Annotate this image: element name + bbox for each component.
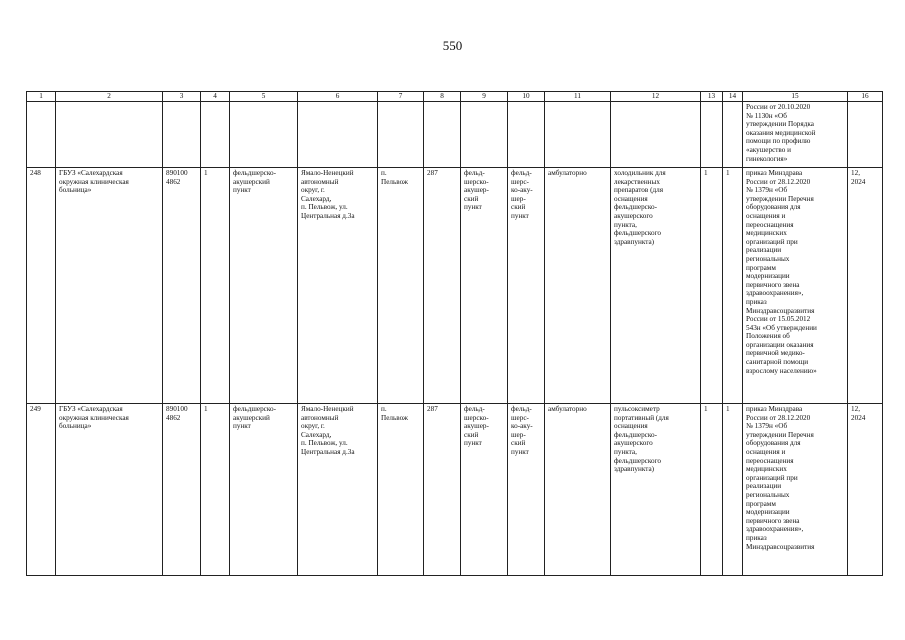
table-cell: фельд- шерско- акушер- ский пункт (461, 404, 508, 576)
header-cell: 14 (723, 92, 743, 102)
register-table (26, 91, 883, 576)
table-cell (163, 102, 201, 168)
header-cell: 3 (163, 92, 201, 102)
table-cell (545, 102, 611, 168)
table-cell: фельд- шерско- акушер- ский пункт (461, 168, 508, 404)
table-row (27, 168, 883, 404)
table-cell: амбулаторно (545, 168, 611, 404)
table-cell (611, 102, 701, 168)
table-cell (56, 102, 163, 168)
column-number-row (27, 92, 883, 102)
header-cell: 1 (27, 92, 56, 102)
header-cell: 8 (424, 92, 461, 102)
table-cell: холодильник для лекарственных препаратов (для оснащения фельдшерско- акушерского пункта, фельдшерского здравпункта) (611, 168, 701, 404)
table-cell: фельдшерско- акушерский пункт (230, 168, 298, 404)
header-cell: 10 (508, 92, 545, 102)
header-cell: 4 (201, 92, 230, 102)
header-cell: 5 (230, 92, 298, 102)
table-cell: фельд- шерс- ко-аку- шер- ский пункт (508, 404, 545, 576)
table-cell (461, 102, 508, 168)
header-cell: 11 (545, 92, 611, 102)
table-cell: 1 (701, 404, 723, 576)
table-cell: 12, 2024 (848, 168, 883, 404)
page-number: 550 (442, 38, 463, 53)
table-cell: 1 (201, 168, 230, 404)
table-row (27, 102, 883, 168)
table-cell (201, 102, 230, 168)
table-cell: 287 (424, 168, 461, 404)
table-cell: фельдшерско- акушерский пункт (230, 404, 298, 576)
table-cell: Ямало-Ненецкий автономный округ, г. Салехард, п. Пельвож, ул. Центральная д.3а (298, 404, 378, 576)
table-cell: ГБУЗ «Салехардская окружная клиническая больница» (56, 404, 163, 576)
header-cell: 13 (701, 92, 723, 102)
table-cell (424, 102, 461, 168)
table-cell (701, 102, 723, 168)
table-cell: 890100 4862 (163, 168, 201, 404)
header-cell: 12 (611, 92, 701, 102)
table-cell: приказ Минздрава России от 28.12.2020 № 1379н «Об утверждении Перечня оборудования для оснащения и переоснащения медицинских организаций при реализации региональных программ модернизации первичного звена здравоохранения», приказ Минздравсоцразвития России от 15.05.2012 543н «Об утверждении Положения об организации оказания первичной медико- санитарной помощи взрослому населению» (743, 168, 848, 404)
table-cell (27, 102, 56, 168)
header-cell: 2 (56, 92, 163, 102)
table-cell: 890100 4862 (163, 404, 201, 576)
table-cell: России от 20.10.2020 № 1130н «Об утверждении Порядка оказания медицинской помощи по профилю «акушерство и гинекология» (743, 102, 848, 168)
table-cell: Ямало-Ненецкий автономный округ, г. Салехард, п. Пельвож, ул. Центральная д.3а (298, 168, 378, 404)
table-cell (230, 102, 298, 168)
table-cell: приказ Минздрава России от 28.12.2020 № 1379н «Об утверждении Перечня оборудования для оснащения и переоснащения медицинских организаций при реализации региональных программ модернизации первичного звена здравоохранения», приказ Минздравсоцразвития (743, 404, 848, 576)
table-cell (378, 102, 424, 168)
table-cell: 1 (201, 404, 230, 576)
table-cell (723, 102, 743, 168)
table-cell: ГБУЗ «Салехардская окружная клиническая больница» (56, 168, 163, 404)
table-cell: п. Пельвож (378, 168, 424, 404)
table-cell: п. Пельвож (378, 404, 424, 576)
table-cell: 12, 2024 (848, 404, 883, 576)
table-cell: 1 (723, 168, 743, 404)
table-cell (508, 102, 545, 168)
table-cell (298, 102, 378, 168)
header-cell: 7 (378, 92, 424, 102)
table-cell: 287 (424, 404, 461, 576)
table-cell (848, 102, 883, 168)
table-row (27, 404, 883, 576)
header-cell: 6 (298, 92, 378, 102)
header-cell: 16 (848, 92, 883, 102)
table-cell: 249 (27, 404, 56, 576)
table-cell: 248 (27, 168, 56, 404)
table-cell: пульсоксиметр портативный (для оснащения фельдшерско- акушерского пункта, фельдшерского здравпункта) (611, 404, 701, 576)
table-cell: 1 (701, 168, 723, 404)
header-cell: 15 (743, 92, 848, 102)
table-cell: 1 (723, 404, 743, 576)
table-cell: амбулаторно (545, 404, 611, 576)
header-cell: 9 (461, 92, 508, 102)
table-cell: фельд- шерс- ко-аку- шер- ский пункт (508, 168, 545, 404)
